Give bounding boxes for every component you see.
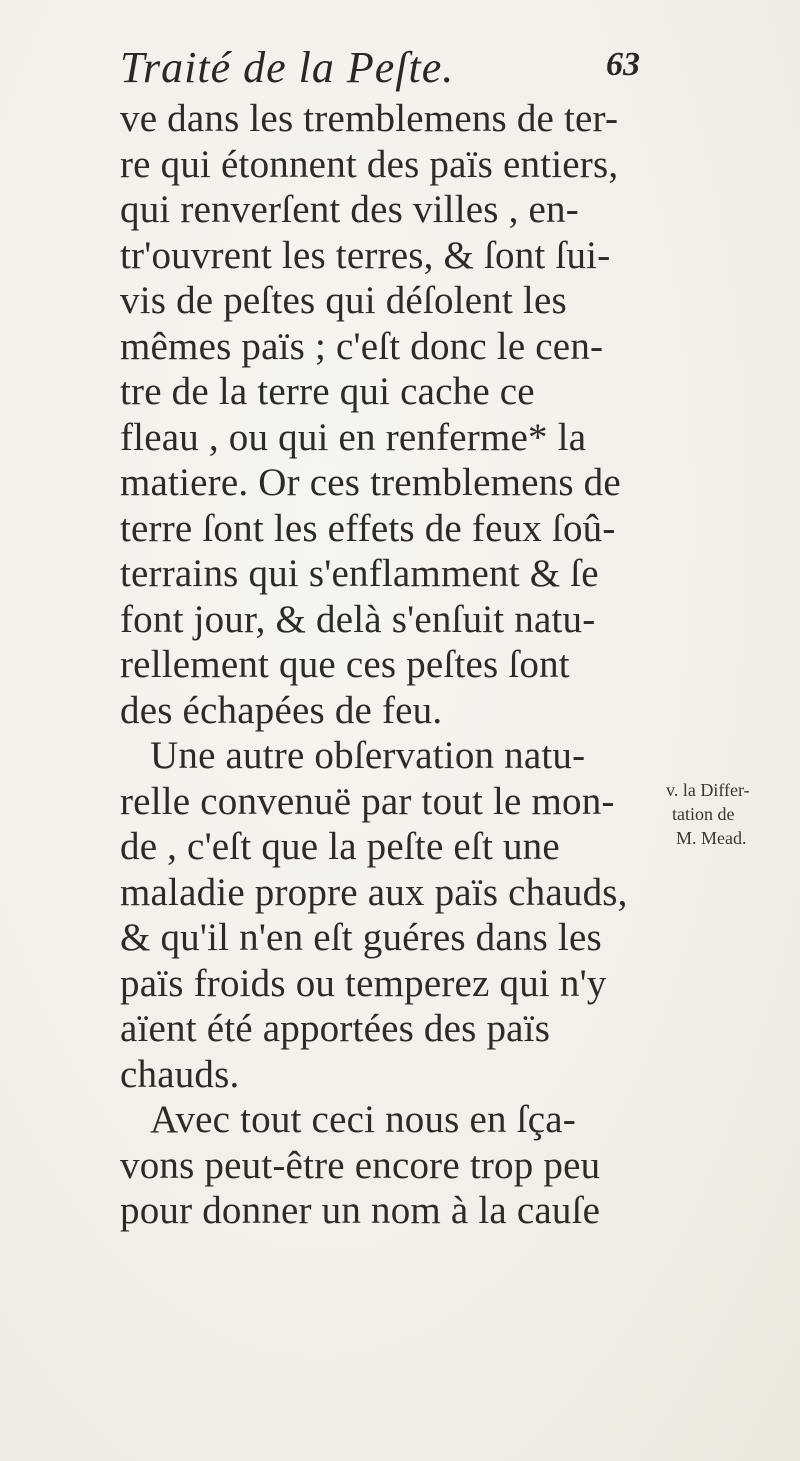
text-line: mêmes païs ; c'eſt donc le cen- xyxy=(120,324,604,368)
text-line: terrains qui s'enflamment & ſe xyxy=(120,552,599,595)
running-head-title: Traité de la Peſte. xyxy=(120,43,455,92)
margin-note xyxy=(666,778,796,850)
margin-note-line: M. Mead. xyxy=(676,828,747,848)
text-line: de , c'eſt que la peſte eſt une xyxy=(120,825,560,868)
text-line: re qui étonnent des païs entiers, xyxy=(120,142,619,186)
text-line: qui renverſent des villes , en- xyxy=(120,188,579,231)
text-line: & qu'il n'en eſt guéres dans les xyxy=(120,916,602,959)
text-line: des échapées de feu. xyxy=(120,688,443,732)
text-line: matiere. Or ces tremblemens de xyxy=(120,461,621,504)
running-head xyxy=(120,42,640,102)
text-line: terre ſont les effets de feux ſoû- xyxy=(120,506,616,550)
margin-note-line: tation de xyxy=(672,804,735,824)
text-line: tr'ouvrent les terres, & ſont ſui- xyxy=(120,233,611,277)
text-line: chauds. xyxy=(120,1052,240,1096)
text-line: tre de la terre qui cache ce xyxy=(120,370,535,413)
text-line: pour donner un nom à la cauſe xyxy=(120,1189,601,1232)
margin-note-line: v. la Differ- xyxy=(666,780,750,800)
text-line: vis de peſtes qui déſolent les xyxy=(120,279,567,322)
text-line: fleau , ou qui en renferme* la xyxy=(120,415,587,459)
text-line: font jour, & delà s'enſuit natu- xyxy=(120,597,596,641)
text-line: ve dans les tremblemens de ter- xyxy=(120,97,619,140)
text-line: rellement que ces peſtes ſont xyxy=(120,643,570,686)
text-line: relle convenuë par tout le mon- xyxy=(120,779,615,823)
text-line: maladie propre aux païs chauds, xyxy=(120,870,628,914)
text-line: vons peut-être encore trop peu xyxy=(120,1143,601,1187)
text-line: païs froids ou temperez qui n'y xyxy=(120,961,607,1005)
text-line: aïent été apportées des païs xyxy=(120,1007,551,1050)
text-line: Une autre obſervation natu- xyxy=(150,734,586,777)
body-text xyxy=(120,96,650,1234)
text-line: Avec tout ceci nous en ſça- xyxy=(150,1098,576,1141)
page-number: 63 xyxy=(606,46,640,83)
